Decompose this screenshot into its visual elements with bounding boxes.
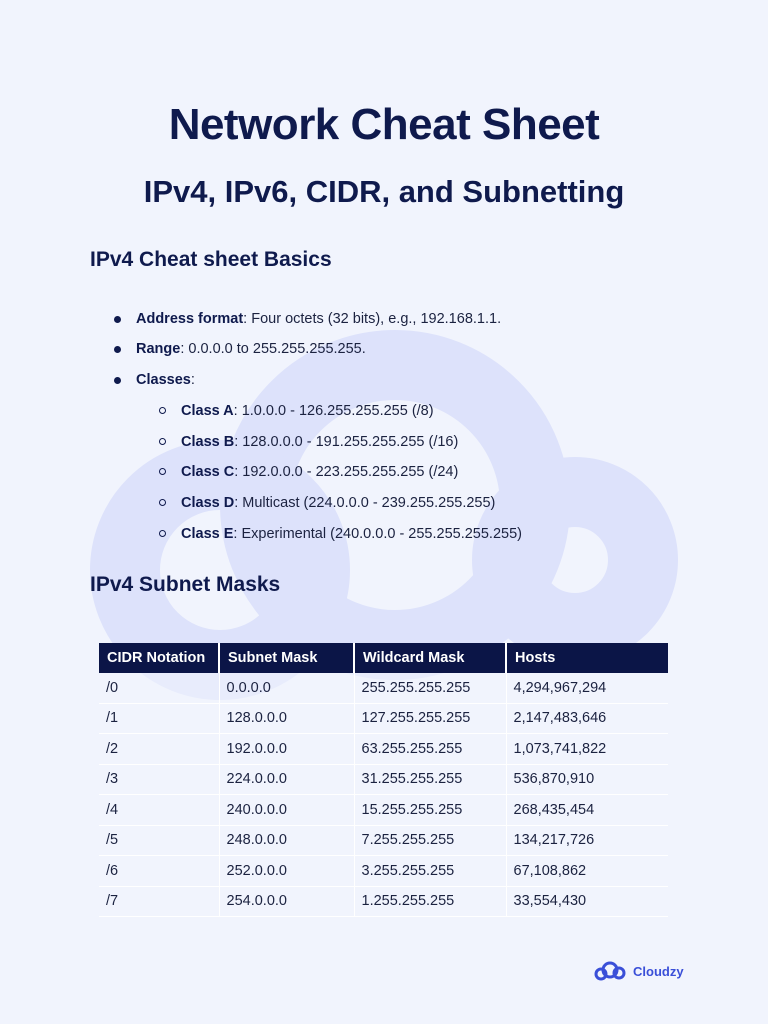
table-row bbox=[99, 673, 668, 703]
table-cell: 268,435,454 bbox=[506, 795, 668, 826]
table-cell: 33,554,430 bbox=[506, 886, 668, 917]
list-subitem bbox=[181, 464, 458, 480]
list-item bbox=[136, 372, 195, 388]
table-cell: /6 bbox=[99, 856, 219, 887]
table-cell: 31.255.255.255 bbox=[354, 764, 506, 795]
column-header: Hosts bbox=[506, 643, 668, 673]
list-item bbox=[136, 311, 501, 327]
table-cell: /1 bbox=[99, 703, 219, 734]
list-item-text: : Four octets (32 bits), e.g., 192.168.1.1. bbox=[243, 311, 502, 327]
bullet-dot-icon bbox=[114, 316, 121, 323]
bullet-circle-icon bbox=[159, 499, 166, 506]
table-cell: 2,147,483,646 bbox=[506, 703, 668, 734]
bullet-circle-icon bbox=[159, 407, 166, 414]
table-row bbox=[99, 886, 668, 917]
list-item-label: Class D bbox=[181, 495, 235, 511]
list-item bbox=[136, 341, 366, 357]
subnet-mask-table bbox=[99, 643, 668, 917]
table-row bbox=[99, 856, 668, 887]
list-item-text: : Experimental (240.0.0.0 - 255.255.255.255) bbox=[233, 526, 522, 542]
list-item-text: : 192.0.0.0 - 223.255.255.255 (/24) bbox=[234, 464, 459, 480]
table-cell: /3 bbox=[99, 764, 219, 795]
table-cell: 255.255.255.255 bbox=[354, 673, 506, 703]
brand-logo bbox=[592, 956, 684, 986]
table-cell: 67,108,862 bbox=[506, 856, 668, 887]
basics-heading: IPv4 Cheat sheet Basics bbox=[90, 248, 332, 271]
list-item-label: Address format bbox=[136, 311, 244, 327]
table-row bbox=[99, 825, 668, 856]
table-header-row bbox=[99, 643, 668, 673]
bullet-dot-icon bbox=[114, 377, 121, 384]
page-title: Network Cheat Sheet bbox=[168, 100, 600, 149]
list-subitem bbox=[181, 495, 495, 511]
table-cell: 0.0.0.0 bbox=[219, 673, 354, 703]
table-cell: /7 bbox=[99, 886, 219, 917]
list-subitem bbox=[181, 434, 458, 450]
table-row bbox=[99, 764, 668, 795]
table-cell: 127.255.255.255 bbox=[354, 703, 506, 734]
list-item-label: Class C bbox=[181, 464, 235, 480]
list-item-text: : 1.0.0.0 - 126.255.255.255 (/8) bbox=[233, 403, 434, 419]
table-cell: 1.255.255.255 bbox=[354, 886, 506, 917]
list-item-text: : bbox=[190, 372, 195, 388]
table-cell: 7.255.255.255 bbox=[354, 825, 506, 856]
table-row bbox=[99, 703, 668, 734]
list-item-label: Classes bbox=[136, 372, 191, 388]
table-cell: 128.0.0.0 bbox=[219, 703, 354, 734]
table-cell: 252.0.0.0 bbox=[219, 856, 354, 887]
list-item-label: Class B bbox=[181, 434, 235, 450]
table-cell: 240.0.0.0 bbox=[219, 795, 354, 826]
column-header: Subnet Mask bbox=[219, 643, 354, 673]
brand-name: Cloudzy bbox=[633, 963, 684, 979]
list-item-text: : Multicast (224.0.0.0 - 239.255.255.255) bbox=[234, 495, 496, 511]
table-cell: 15.255.255.255 bbox=[354, 795, 506, 826]
column-header: Wildcard Mask bbox=[354, 643, 506, 673]
list-subitem bbox=[181, 403, 434, 419]
list-item-label: Class A bbox=[181, 403, 234, 419]
list-item-text: : 0.0.0.0 to 255.255.255.255. bbox=[180, 341, 366, 357]
table-cell: 192.0.0.0 bbox=[219, 734, 354, 765]
list-item-label: Class E bbox=[181, 526, 234, 542]
table-cell: 248.0.0.0 bbox=[219, 825, 354, 856]
bullet-circle-icon bbox=[159, 438, 166, 445]
bullet-circle-icon bbox=[159, 468, 166, 475]
table-cell: 254.0.0.0 bbox=[219, 886, 354, 917]
column-header: CIDR Notation bbox=[99, 643, 219, 673]
table-cell: /4 bbox=[99, 795, 219, 826]
table-cell: 134,217,726 bbox=[506, 825, 668, 856]
table-cell: 63.255.255.255 bbox=[354, 734, 506, 765]
table-cell: 224.0.0.0 bbox=[219, 764, 354, 795]
bullet-circle-icon bbox=[159, 530, 166, 537]
table-row bbox=[99, 795, 668, 826]
table-row bbox=[99, 734, 668, 765]
table-cell: /0 bbox=[99, 673, 219, 703]
list-item-label: Range bbox=[136, 341, 181, 357]
table-cell: 536,870,910 bbox=[506, 764, 668, 795]
table-cell: /5 bbox=[99, 825, 219, 856]
cloud-icon bbox=[592, 959, 628, 983]
list-item-text: : 128.0.0.0 - 191.255.255.255 (/16) bbox=[234, 434, 459, 450]
page-subtitle: IPv4, IPv6, CIDR, and Subnetting bbox=[143, 174, 625, 209]
table-cell: 4,294,967,294 bbox=[506, 673, 668, 703]
table-cell: 3.255.255.255 bbox=[354, 856, 506, 887]
list-subitem bbox=[181, 526, 522, 542]
table-cell: /2 bbox=[99, 734, 219, 765]
masks-heading: IPv4 Subnet Masks bbox=[90, 573, 281, 596]
bullet-dot-icon bbox=[114, 346, 121, 353]
table-cell: 1,073,741,822 bbox=[506, 734, 668, 765]
